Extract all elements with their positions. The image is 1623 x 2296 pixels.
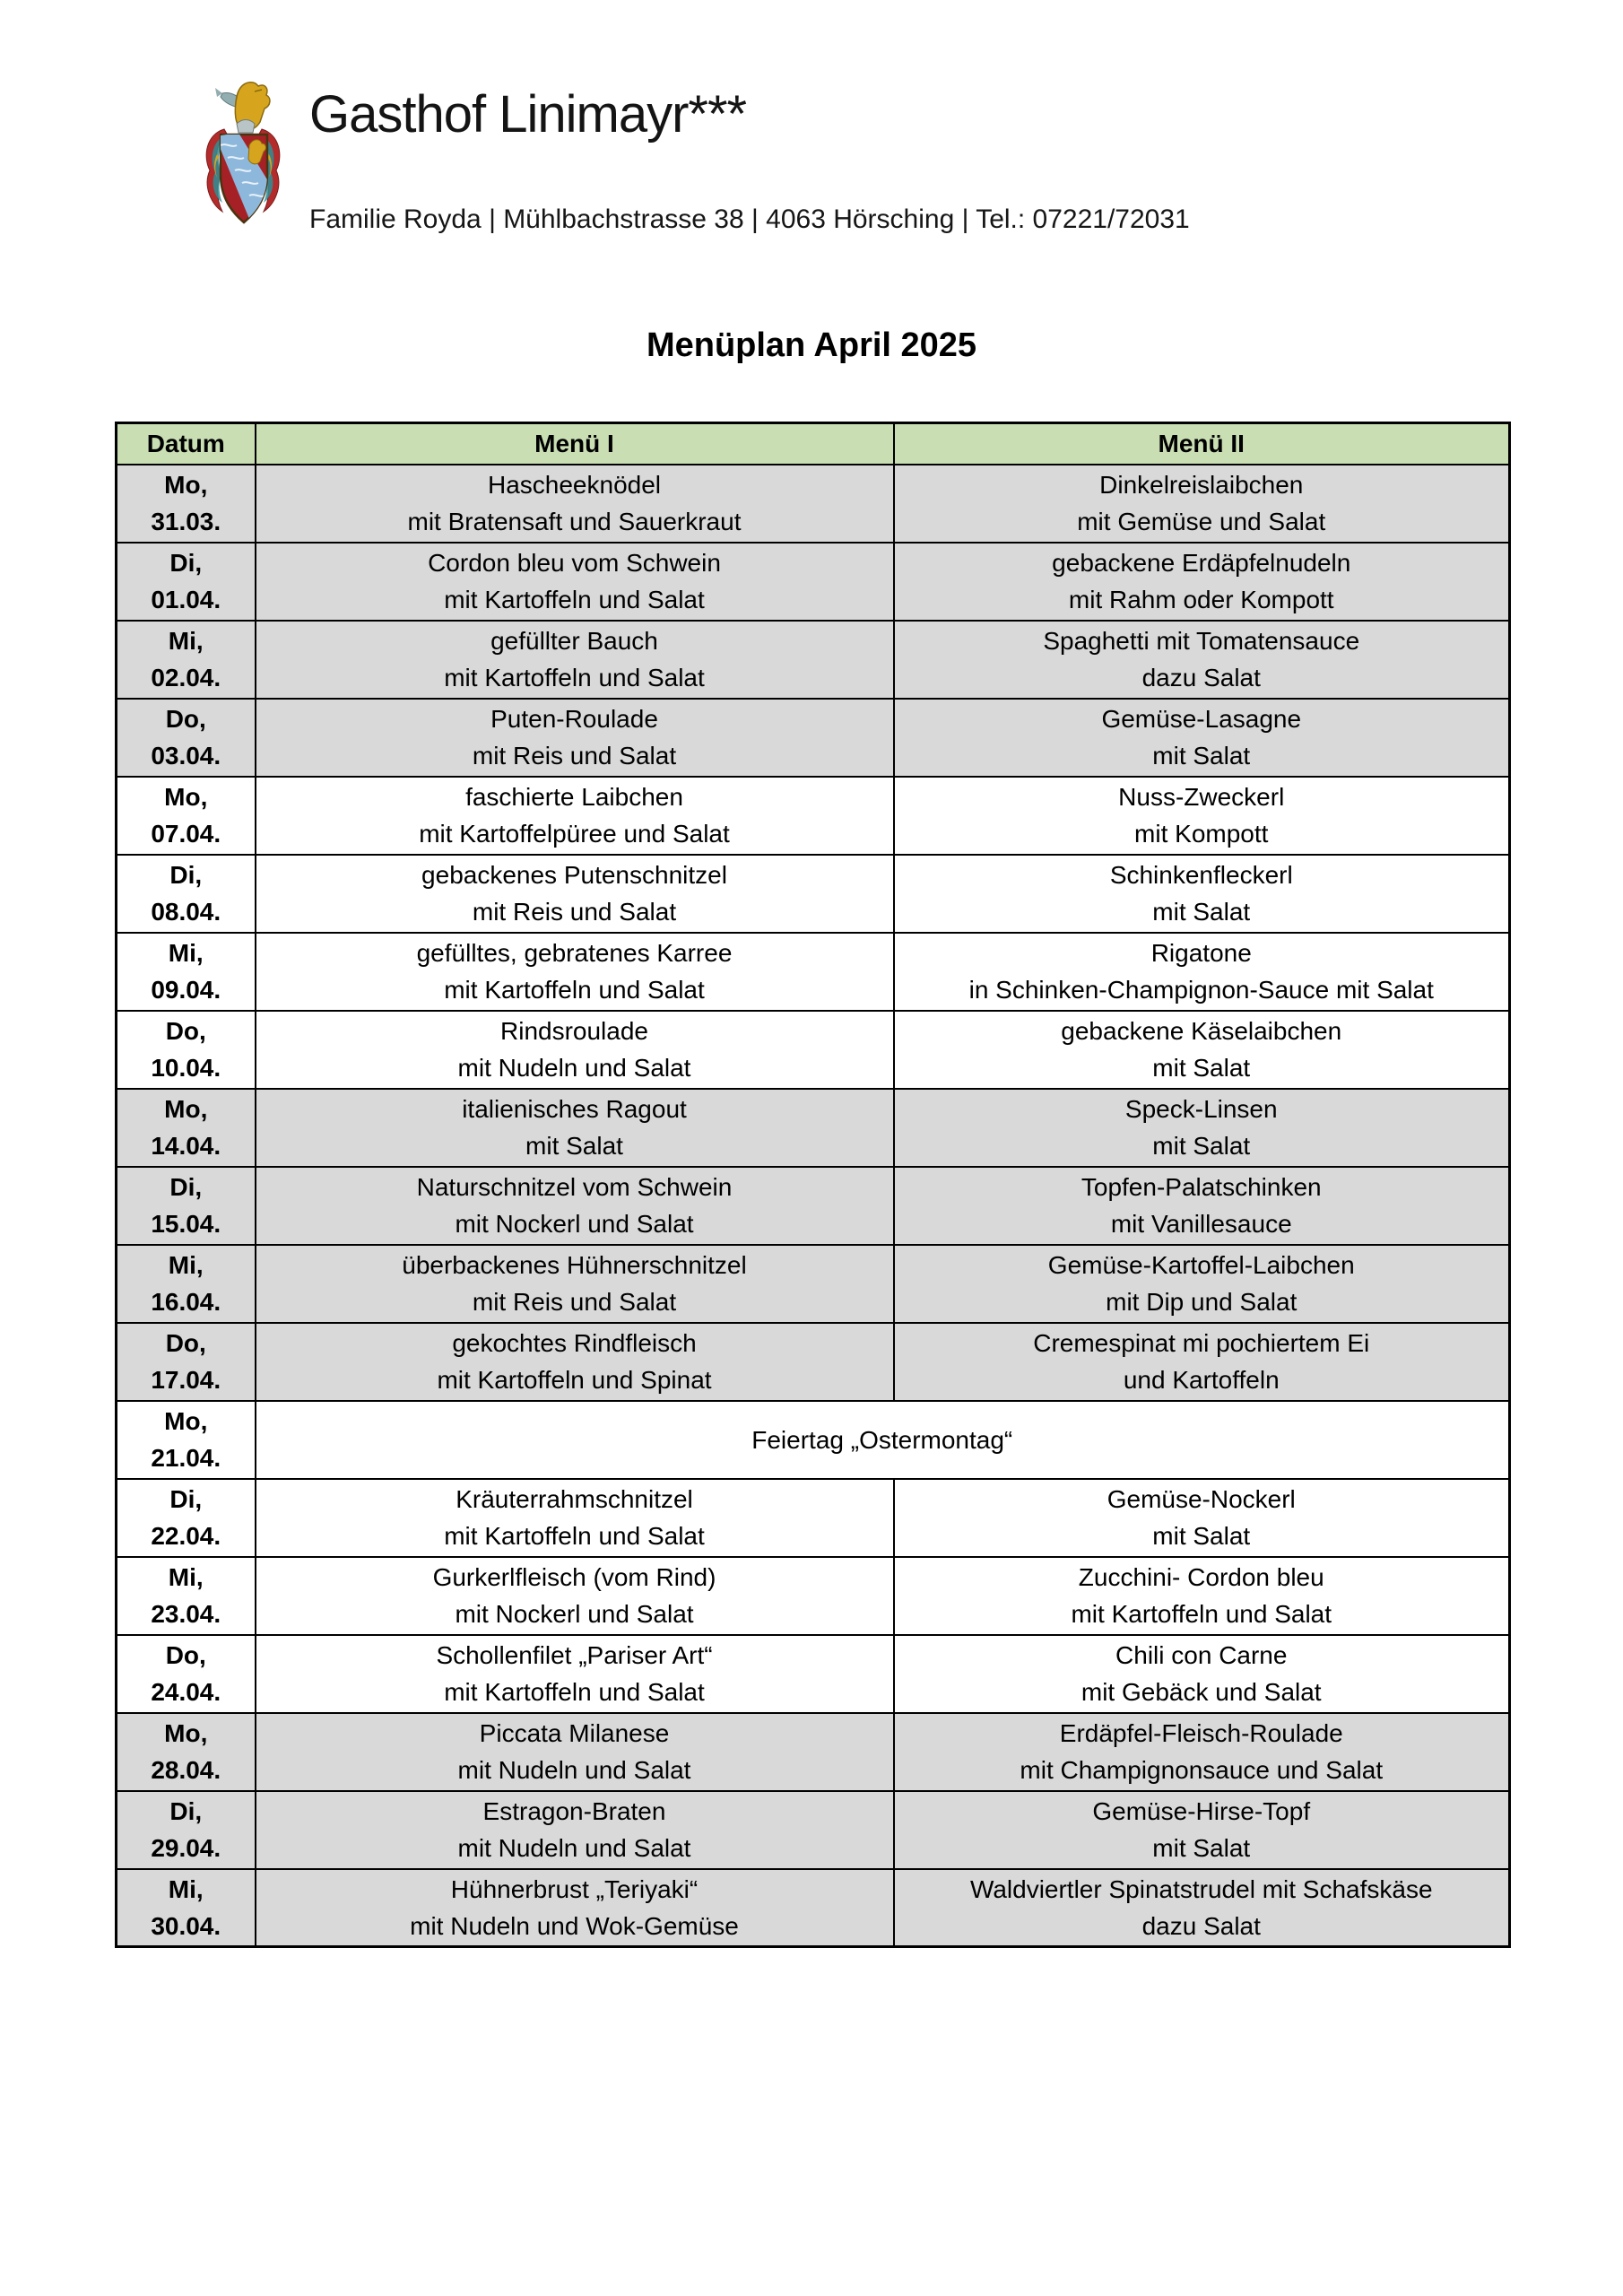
date-cell: [117, 1401, 256, 1479]
menu2-cell: [894, 699, 1510, 777]
menu1-cell: [256, 1557, 894, 1635]
helmet: [237, 120, 255, 134]
menu1-cell: [256, 1713, 894, 1791]
date-label: 03.04.: [151, 742, 221, 770]
table-row: [117, 1401, 1510, 1479]
holiday-label: Feiertag „Ostermontag“: [751, 1425, 1013, 1454]
menu-line: dazu Salat: [1141, 664, 1261, 691]
menu-line: gebackene Käselaibchen: [1061, 1017, 1342, 1045]
date-cell: [117, 777, 256, 855]
table-row: [117, 1791, 1510, 1869]
menu1-cell: [256, 1011, 894, 1089]
menu-line: mit Salat: [1152, 1834, 1251, 1862]
menu-line: gebackenes Putenschnitzel: [421, 861, 727, 889]
menu2-cell: [894, 1713, 1510, 1791]
date-cell: [117, 933, 256, 1011]
menu-line: mit Salat: [1152, 1522, 1251, 1550]
menu-line: mit Kartoffeln und Salat: [444, 1678, 705, 1706]
day-label: Mi,: [168, 1251, 204, 1279]
date-cell: [117, 1557, 256, 1635]
day-label: Mi,: [168, 627, 204, 655]
menu1-cell: [256, 1245, 894, 1323]
date-cell: [117, 465, 256, 543]
day-label: Mi,: [168, 939, 204, 967]
date-cell: [117, 1323, 256, 1401]
menu-line: mit Nockerl und Salat: [455, 1600, 694, 1628]
menu-table-body: [117, 465, 1510, 1947]
date-label: 17.04.: [151, 1366, 221, 1394]
day-label: Di,: [169, 1485, 203, 1513]
menu-line: gefüllter Bauch: [490, 627, 658, 655]
menu1-cell: [256, 777, 894, 855]
date-label: 01.04.: [151, 586, 221, 613]
day-label: Mo,: [164, 1719, 208, 1747]
menu-line: mit Kartoffeln und Salat: [444, 586, 705, 613]
menu-line: Schollenfilet „Pariser Art“: [436, 1641, 713, 1669]
menu-line: Chili con Carne: [1115, 1641, 1288, 1669]
menu-line: mit Salat: [1152, 898, 1251, 926]
date-label: 23.04.: [151, 1600, 221, 1628]
menu1-cell: [256, 465, 894, 543]
column-header-menu2: Menü II: [894, 423, 1510, 465]
menu2-cell: [894, 1323, 1510, 1401]
day-label: Mo,: [164, 783, 208, 811]
table-row: [117, 855, 1510, 933]
menu-line: mit Salat: [1152, 1132, 1251, 1160]
menu-line: mit Vanillesauce: [1110, 1210, 1292, 1238]
menu-line: Spaghetti mit Tomatensauce: [1043, 627, 1360, 655]
date-label: 31.03.: [151, 508, 221, 535]
menu-line: mit Reis und Salat: [472, 742, 677, 770]
menu-line: mit Gemüse und Salat: [1077, 508, 1326, 535]
menu-line: Rigatone: [1150, 939, 1252, 967]
day-label: Mo,: [164, 1407, 208, 1435]
table-row: [117, 621, 1510, 699]
menu-line: mit Nudeln und Wok-Gemüse: [410, 1911, 739, 1940]
date-label: 07.04.: [151, 820, 221, 848]
date-label: 29.04.: [151, 1834, 221, 1862]
menu-line: mit Kartoffeln und Spinat: [437, 1366, 712, 1394]
menu-line: mit Nudeln und Salat: [457, 1054, 691, 1082]
date-label: 24.04.: [151, 1678, 221, 1706]
date-cell: [117, 1245, 256, 1323]
column-header-menu1: Menü I: [256, 423, 894, 465]
date-cell: [117, 1011, 256, 1089]
menu-line: Zucchini- Cordon bleu: [1078, 1563, 1324, 1591]
date-cell: [117, 1635, 256, 1713]
day-label: Do,: [165, 1017, 206, 1045]
date-label: 10.04.: [151, 1054, 221, 1082]
date-cell: [117, 1167, 256, 1245]
menu-line: mit Rahm oder Kompott: [1068, 586, 1334, 613]
menu-line: gefülltes, gebratenes Karree: [416, 939, 733, 967]
menu-line: mit Nudeln und Salat: [457, 1834, 691, 1862]
day-label: Di,: [169, 1797, 203, 1825]
menu-line: Naturschnitzel vom Schwein: [416, 1173, 733, 1201]
date-label: 28.04.: [151, 1756, 221, 1784]
menu-line: Cremespinat mi pochiertem Ei: [1033, 1329, 1370, 1357]
menu1-cell: [256, 699, 894, 777]
menu-line: Piccata Milanese: [479, 1719, 670, 1747]
table-row: [117, 1323, 1510, 1401]
table-row: [117, 1635, 1510, 1713]
menu-line: mit Kartoffeln und Salat: [444, 664, 705, 691]
menu2-cell: [894, 1557, 1510, 1635]
menu-line: Gemüse-Hirse-Topf: [1092, 1797, 1311, 1825]
menu-line: gekochtes Rindfleisch: [452, 1329, 697, 1357]
date-cell: [117, 621, 256, 699]
menu-line: Gurkerlfleisch (vom Rind): [432, 1563, 716, 1591]
date-label: 02.04.: [151, 664, 221, 691]
date-label: 15.04.: [151, 1210, 221, 1238]
table-row: [117, 1869, 1510, 1947]
day-label: Di,: [169, 549, 203, 577]
menu-line: mit Gebäck und Salat: [1081, 1678, 1322, 1706]
menu2-cell: [894, 543, 1510, 621]
day-label: Mo,: [164, 1095, 208, 1123]
date-cell: [117, 699, 256, 777]
date-cell: [117, 1479, 256, 1557]
menu2-cell: [894, 1167, 1510, 1245]
menu-line: mit Nockerl und Salat: [455, 1210, 694, 1238]
menu-line: Puten-Roulade: [490, 705, 658, 733]
date-label: 08.04.: [151, 898, 221, 926]
menu-line: Topfen-Palatschinken: [1081, 1173, 1322, 1201]
table-row: [117, 777, 1510, 855]
date-cell: [117, 543, 256, 621]
menu2-cell: [894, 1245, 1510, 1323]
menu-line: Speck-Linsen: [1124, 1095, 1278, 1123]
day-label: Di,: [169, 1173, 203, 1201]
menu1-cell: [256, 933, 894, 1011]
day-label: Do,: [165, 1641, 206, 1669]
business-contact-line: Familie Royda | Mühlbachstrasse 38 | 4063 Hörsching | Tel.: 07221/72031: [309, 204, 1190, 234]
menu1-cell: [256, 1323, 894, 1401]
day-label: Do,: [165, 1329, 206, 1357]
business-name: Gasthof Linimayr***: [309, 85, 747, 144]
table-row: [117, 1479, 1510, 1557]
menu-line: Hascheeknödel: [487, 471, 662, 499]
menu-line: dazu Salat: [1141, 1911, 1261, 1940]
menu-plan-table: [115, 422, 1511, 1948]
menu1-cell: [256, 1479, 894, 1557]
column-header-datum: Datum: [117, 423, 256, 465]
table-row: [117, 1245, 1510, 1323]
menu-line: mit Kartoffeln und Salat: [444, 976, 705, 1004]
menu-line: mit Kompott: [1134, 820, 1269, 848]
menu2-cell: [894, 933, 1510, 1011]
menu-line: Gemüse-Nockerl: [1107, 1485, 1296, 1513]
menu2-cell: [894, 777, 1510, 855]
menu-line: gebackene Erdäpfelnudeln: [1052, 549, 1351, 577]
coat-of-arms-logo: [197, 79, 289, 233]
table-header-row: [117, 423, 1510, 465]
table-row: [117, 465, 1510, 543]
menu-line: mit Nudeln und Salat: [457, 1756, 691, 1784]
menu-line: mit Salat: [525, 1132, 623, 1160]
menu-line: in Schinken-Champignon-Sauce mit Salat: [968, 976, 1434, 1004]
menu-line: mit Salat: [1152, 742, 1251, 770]
menu1-cell: [256, 543, 894, 621]
date-label: 21.04.: [151, 1444, 221, 1472]
menu-line: mit Kartoffelpüree und Salat: [419, 820, 730, 848]
menu1-cell: [256, 1869, 894, 1947]
day-label: Mo,: [164, 471, 208, 499]
menu-line: Schinkenfleckerl: [1109, 861, 1293, 889]
table-row: [117, 1011, 1510, 1089]
menu1-cell: [256, 1167, 894, 1245]
menu-line: Gemüse-Kartoffel-Laibchen: [1047, 1251, 1355, 1279]
menu1-cell: [256, 855, 894, 933]
menu-line: mit Bratensaft und Sauerkraut: [407, 508, 742, 535]
menu-line: Hühnerbrust „Teriyaki“: [450, 1874, 699, 1903]
day-label: Di,: [169, 861, 203, 889]
date-label: 30.04.: [151, 1911, 221, 1940]
table-row: [117, 1167, 1510, 1245]
menu2-cell: [894, 1635, 1510, 1713]
table-row: [117, 699, 1510, 777]
menu-line: Nuss-Zweckerl: [1118, 783, 1285, 811]
date-cell: [117, 1089, 256, 1167]
day-label: Mi,: [168, 1563, 204, 1591]
menu1-cell: [256, 1089, 894, 1167]
menu-line: überbackenes Hühnerschnitzel: [402, 1251, 747, 1279]
menu-line: mit Dip und Salat: [1106, 1288, 1298, 1316]
table-row: [117, 1557, 1510, 1635]
menu-line: mit Salat: [1152, 1054, 1251, 1082]
menu-line: Dinkelreislaibchen: [1099, 471, 1304, 499]
menu2-cell: [894, 1869, 1510, 1947]
date-cell: [117, 855, 256, 933]
menu-line: Waldviertler Spinatstrudel mit Schafskäse: [969, 1874, 1433, 1903]
menu-line: faschierte Laibchen: [465, 783, 683, 811]
menu-line: Estragon-Braten: [482, 1797, 666, 1825]
table-row: [117, 1089, 1510, 1167]
menu-line: mit Reis und Salat: [472, 1288, 677, 1316]
table-row: [117, 543, 1510, 621]
menu1-cell: [256, 1791, 894, 1869]
menu-line: Erdäpfel-Fleisch-Roulade: [1059, 1719, 1343, 1747]
date-cell: [117, 1713, 256, 1791]
date-label: 22.04.: [151, 1522, 221, 1550]
menu2-cell: [894, 855, 1510, 933]
date-cell: [117, 1791, 256, 1869]
holiday-cell: [256, 1401, 1510, 1479]
menu1-cell: [256, 621, 894, 699]
menu2-cell: [894, 621, 1510, 699]
page-title: Menüplan April 2025: [646, 326, 977, 364]
date-label: 09.04.: [151, 976, 221, 1004]
menu-line: italienisches Ragout: [462, 1095, 687, 1123]
menu2-cell: [894, 1089, 1510, 1167]
menu1-cell: [256, 1635, 894, 1713]
menu-line: Gemüse-Lasagne: [1101, 705, 1302, 733]
menu2-cell: [894, 1791, 1510, 1869]
menu2-cell: [894, 465, 1510, 543]
menu-line: mit Reis und Salat: [472, 898, 677, 926]
menu-line: Rindsroulade: [500, 1017, 648, 1045]
date-cell: [117, 1869, 256, 1947]
date-label: 14.04.: [151, 1132, 221, 1160]
menu-line: Kräuterrahmschnitzel: [456, 1485, 693, 1513]
menu-line: Cordon bleu vom Schwein: [428, 549, 721, 577]
menu2-cell: [894, 1479, 1510, 1557]
menu-line: und Kartoffeln: [1123, 1366, 1280, 1394]
menu-line: mit Champignonsauce und Salat: [1020, 1756, 1384, 1784]
date-label: 16.04.: [151, 1288, 221, 1316]
day-label: Mi,: [168, 1874, 204, 1903]
table-row: [117, 1713, 1510, 1791]
day-label: Do,: [165, 705, 206, 733]
menu-line: mit Kartoffeln und Salat: [1071, 1600, 1332, 1628]
menu-line: mit Kartoffeln und Salat: [444, 1522, 705, 1550]
table-row: [117, 933, 1510, 1011]
menu2-cell: [894, 1011, 1510, 1089]
